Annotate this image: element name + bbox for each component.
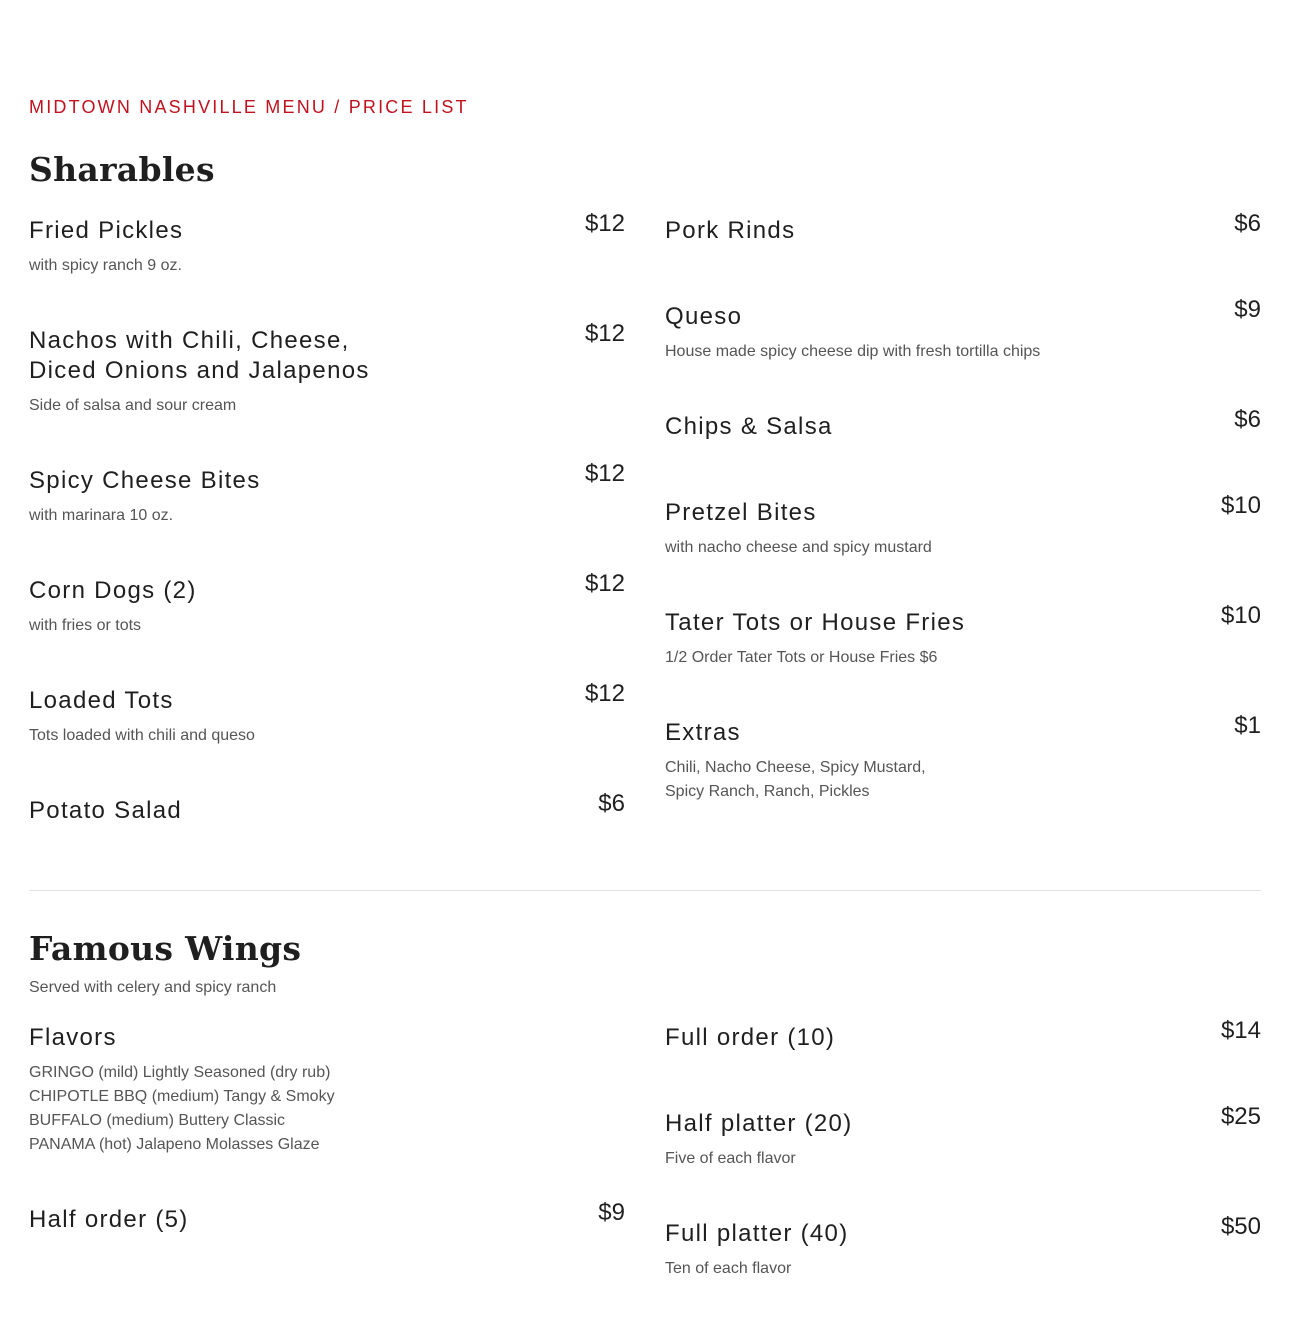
item-name: Half order (5) (29, 1206, 189, 1233)
item-description: with marinara 10 oz. (29, 507, 174, 524)
item-name: Pork Rinds (665, 217, 796, 244)
item-name: Chips & Salsa (665, 413, 833, 440)
item-price: $9 (1234, 296, 1261, 323)
item-description: Ten of each flavor (665, 1260, 792, 1277)
section-title-sharables: Sharables (29, 150, 215, 189)
item-name: Tater Tots or House Fries (665, 609, 966, 636)
menu-item (665, 296, 1261, 364)
menu-item (29, 460, 625, 528)
menu-item (665, 1017, 1261, 1053)
item-description: 1/2 Order Tater Tots or House Fries $6 (665, 649, 938, 666)
item-name: Full order (10) (665, 1024, 836, 1051)
item-name: Flavors (29, 1024, 117, 1051)
item-name: Half platter (20) (665, 1110, 853, 1137)
item-description: House made spicy cheese dip with fresh tortilla chips (665, 343, 1041, 360)
item-price: $1 (1234, 712, 1261, 739)
menu-item (665, 602, 1261, 670)
menu-item (29, 790, 625, 826)
item-description: Tots loaded with chili and queso (29, 727, 255, 744)
item-price: $12 (584, 210, 625, 237)
item-price: $6 (1234, 406, 1261, 433)
item-description: GRINGO (mild) Lightly Seasoned (dry rub) CHIPOTLE BBQ (medium) Tangy & Smoky BUFFALO (medium) Buttery Classic PANAMA (hot) Jalapeno Molasses Glaze (29, 1064, 335, 1153)
item-price: $6 (598, 790, 625, 817)
section-divider (29, 890, 1261, 891)
item-price: $9 (598, 1199, 625, 1226)
item-price: $12 (584, 320, 625, 347)
item-price: $14 (1220, 1017, 1261, 1044)
menu-item (665, 1103, 1261, 1171)
item-name: Loaded Tots (29, 687, 174, 714)
menu-item (29, 320, 625, 418)
item-price: $6 (1234, 210, 1261, 237)
item-name: Spicy Cheese Bites (29, 467, 261, 494)
section-subtitle-wings: Served with celery and spicy ranch (29, 979, 277, 996)
item-price: $12 (584, 460, 625, 487)
menu-item (29, 1199, 625, 1235)
menu-item (665, 1213, 1261, 1281)
item-price: $12 (584, 570, 625, 597)
menu-eyebrow: MIDTOWN NASHVILLE MENU / PRICE LIST (29, 97, 469, 117)
item-name: Nachos with Chili, Cheese, Diced Onions and Jalapenos (29, 327, 370, 384)
item-name: Pretzel Bites (665, 499, 817, 526)
menu-item (665, 492, 1261, 560)
menu-item (665, 406, 1261, 442)
item-description: with spicy ranch 9 oz. (29, 257, 182, 274)
menu-item (665, 712, 1261, 804)
item-description: Chili, Nacho Cheese, Spicy Mustard, Spicy Ranch, Ranch, Pickles (665, 759, 926, 800)
item-name: Extras (665, 719, 741, 746)
item-price: $25 (1220, 1103, 1261, 1130)
item-price: $10 (1220, 602, 1261, 629)
menu-item (665, 210, 1261, 246)
item-description: Side of salsa and sour cream (29, 397, 237, 414)
item-name: Fried Pickles (29, 217, 184, 244)
menu-item (29, 1023, 625, 1157)
menu-item (29, 680, 625, 748)
item-name: Full platter (40) (665, 1220, 849, 1247)
menu-item (29, 210, 625, 278)
item-description: Five of each flavor (665, 1150, 796, 1167)
item-name: Potato Salad (29, 797, 183, 824)
menu-item (29, 570, 625, 638)
section-title-wings: Famous Wings (29, 929, 302, 968)
item-price: $10 (1220, 492, 1261, 519)
item-name: Queso (665, 303, 743, 330)
item-price: $12 (584, 680, 625, 707)
item-price: $50 (1220, 1213, 1261, 1240)
item-name: Corn Dogs (2) (29, 577, 197, 604)
item-description: with fries or tots (29, 617, 142, 634)
item-description: with nacho cheese and spicy mustard (665, 539, 932, 556)
